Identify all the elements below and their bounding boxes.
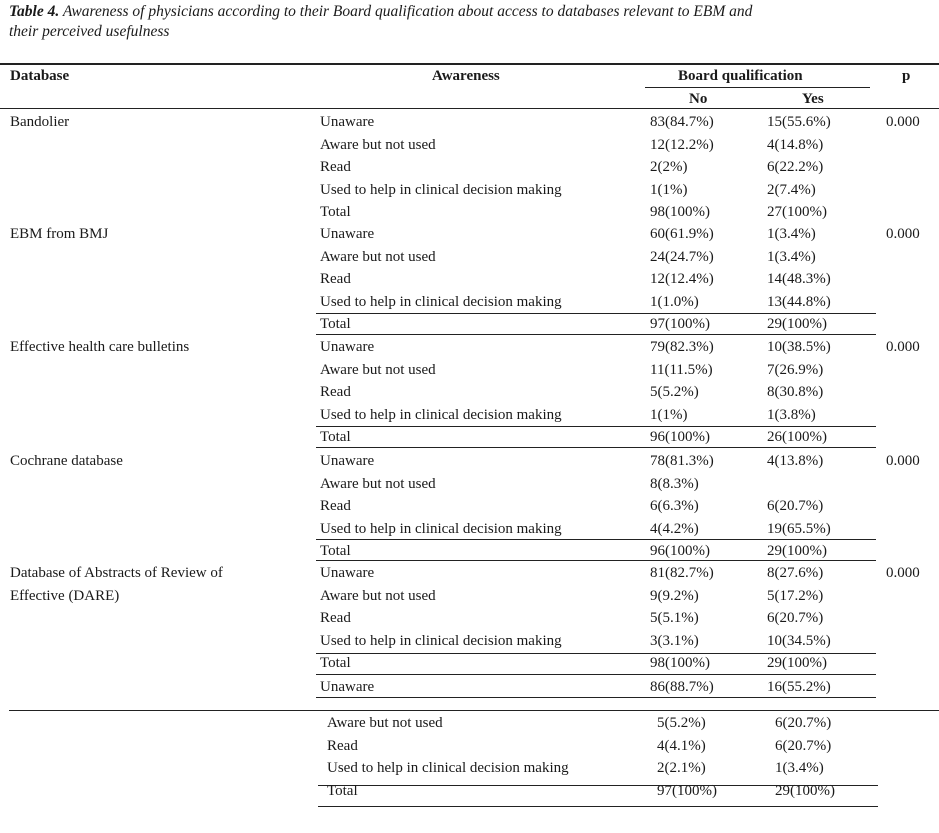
count-no: 2(2.1%) bbox=[657, 760, 706, 777]
count-no: 11(11.5%) bbox=[650, 361, 713, 378]
count-no: 86(88.7%) bbox=[650, 679, 714, 695]
database-name: Bandolier bbox=[10, 114, 70, 130]
count-no: 60(61.9%) bbox=[650, 226, 714, 242]
awareness-label: Read bbox=[320, 271, 351, 288]
count-no: 97(100%) bbox=[657, 782, 717, 799]
database-name: Cochrane database bbox=[10, 453, 123, 469]
count-no: 6(6.3%) bbox=[650, 498, 699, 515]
awareness-label: Read bbox=[320, 159, 351, 176]
board-qualification-rule bbox=[645, 87, 870, 88]
count-no: 78(81.3%) bbox=[650, 453, 714, 469]
count-no: 96(100%) bbox=[650, 543, 710, 560]
awareness-label: Read bbox=[320, 610, 351, 627]
caption-line-1 bbox=[9, 2, 939, 22]
table-caption bbox=[9, 2, 939, 42]
count-no: 2(2%) bbox=[650, 159, 688, 176]
awareness-label: Unaware bbox=[320, 565, 375, 581]
count-no: 12(12.2%) bbox=[650, 136, 714, 153]
awareness-label: Used to help in clinical decision making bbox=[320, 181, 562, 198]
database-name: Effective health care bulletins bbox=[10, 339, 190, 355]
awareness-label: Unaware bbox=[320, 679, 375, 695]
count-yes: 29(100%) bbox=[767, 543, 827, 560]
count-no: 1(1%) bbox=[650, 181, 688, 198]
p-value: 0.000 bbox=[886, 114, 920, 130]
awareness-label: Used to help in clinical decision making bbox=[320, 293, 562, 310]
awareness-label: Unaware bbox=[320, 339, 375, 355]
count-yes: 4(13.8%) bbox=[767, 453, 824, 469]
count-yes: 19(65.5%) bbox=[767, 520, 831, 537]
rule-last-total-bottom bbox=[318, 806, 878, 807]
count-yes: 26(100%) bbox=[767, 429, 827, 446]
awareness-label: Used to help in clinical decision making bbox=[327, 760, 569, 777]
header-board-qualification: Board qualification bbox=[678, 68, 803, 84]
count-yes: 29(100%) bbox=[775, 782, 835, 799]
rule-extra-unaware-bottom bbox=[316, 697, 876, 698]
count-yes: 6(20.7%) bbox=[775, 737, 832, 754]
count-no: 1(1.0%) bbox=[650, 293, 699, 310]
count-yes: 14(48.3%) bbox=[767, 271, 831, 288]
count-yes: 7(26.9%) bbox=[767, 361, 824, 378]
header-no: No bbox=[689, 91, 708, 107]
database-name: Database of Abstracts of Review of bbox=[10, 565, 223, 581]
awareness-label: Total bbox=[320, 316, 351, 333]
count-yes: 5(17.2%) bbox=[767, 587, 824, 604]
count-yes: 6(22.2%) bbox=[767, 159, 824, 176]
count-yes: 6(20.7%) bbox=[767, 610, 824, 627]
awareness-label: Used to help in clinical decision making bbox=[320, 632, 562, 649]
awareness-label: Aware but not used bbox=[320, 587, 436, 604]
awareness-label: Aware but not used bbox=[327, 715, 443, 731]
awareness-label: Unaware bbox=[320, 453, 375, 469]
count-no: 81(82.7%) bbox=[650, 565, 714, 581]
count-no: 98(100%) bbox=[650, 655, 710, 672]
awareness-label: Read bbox=[320, 384, 351, 401]
count-yes: 1(3.8%) bbox=[767, 406, 816, 423]
caption-line-2: their perceived usefulness bbox=[9, 23, 170, 40]
count-yes: 1(3.4%) bbox=[767, 226, 816, 242]
awareness-label: Aware but not used bbox=[320, 475, 436, 492]
count-yes: 16(55.2%) bbox=[767, 679, 831, 695]
rule-cochrane-total-top bbox=[316, 539, 876, 540]
count-no: 5(5.1%) bbox=[650, 610, 699, 627]
count-no: 79(82.3%) bbox=[650, 339, 714, 355]
count-yes: 15(55.6%) bbox=[767, 114, 831, 130]
table-top-rule bbox=[0, 63, 939, 65]
awareness-label: Total bbox=[327, 782, 358, 799]
caption-label: Table 4. bbox=[9, 3, 60, 20]
count-yes: 4(14.8%) bbox=[767, 136, 824, 153]
header-database: Database bbox=[10, 68, 70, 84]
caption-text-1: Awareness of physicians according to their Board qualification about access to databases relevant to EBM and bbox=[59, 3, 753, 20]
awareness-label: Read bbox=[327, 737, 358, 754]
rule-dare-total-bottom bbox=[316, 674, 876, 675]
count-no: 5(5.2%) bbox=[657, 715, 706, 731]
count-yes: 1(3.4%) bbox=[775, 760, 824, 777]
count-yes: 29(100%) bbox=[767, 316, 827, 333]
count-yes: 6(20.7%) bbox=[775, 715, 832, 731]
header-yes: Yes bbox=[802, 91, 824, 107]
rule-section-separator bbox=[9, 710, 939, 711]
count-no: 8(8.3%) bbox=[650, 475, 699, 492]
p-value: 0.000 bbox=[886, 565, 920, 581]
p-value: 0.000 bbox=[886, 226, 920, 242]
count-no: 83(84.7%) bbox=[650, 114, 714, 130]
p-value: 0.000 bbox=[886, 453, 920, 469]
count-no: 97(100%) bbox=[650, 316, 710, 333]
awareness-label: Total bbox=[320, 655, 351, 672]
count-no: 3(3.1%) bbox=[650, 632, 699, 649]
awareness-label: Total bbox=[320, 204, 351, 221]
awareness-label: Unaware bbox=[320, 226, 375, 242]
awareness-label: Aware but not used bbox=[320, 136, 436, 153]
count-yes: 10(34.5%) bbox=[767, 632, 831, 649]
awareness-label: Total bbox=[320, 543, 351, 560]
count-no: 5(5.2%) bbox=[650, 384, 699, 401]
count-yes: 2(7.4%) bbox=[767, 181, 816, 198]
count-no: 9(9.2%) bbox=[650, 587, 699, 604]
count-yes: 6(20.7%) bbox=[767, 498, 824, 515]
count-yes: 8(30.8%) bbox=[767, 384, 824, 401]
awareness-label: Used to help in clinical decision making bbox=[320, 406, 562, 423]
count-no: 96(100%) bbox=[650, 429, 710, 446]
p-value: 0.000 bbox=[886, 339, 920, 355]
count-yes: 1(3.4%) bbox=[767, 248, 816, 265]
count-yes: 10(38.5%) bbox=[767, 339, 831, 355]
count-no: 24(24.7%) bbox=[650, 248, 714, 265]
count-no: 1(1%) bbox=[650, 406, 688, 423]
count-no: 12(12.4%) bbox=[650, 271, 714, 288]
header-bottom-rule bbox=[0, 108, 939, 109]
awareness-label: Unaware bbox=[320, 114, 375, 130]
awareness-label: Aware but not used bbox=[320, 361, 436, 378]
count-no: 4(4.1%) bbox=[657, 737, 706, 754]
database-name: EBM from BMJ bbox=[10, 226, 109, 242]
count-yes: 29(100%) bbox=[767, 655, 827, 672]
header-awareness: Awareness bbox=[432, 68, 500, 84]
database-name: Effective (DARE) bbox=[10, 587, 120, 604]
count-no: 98(100%) bbox=[650, 204, 710, 221]
header-p: p bbox=[902, 68, 911, 84]
count-yes: 27(100%) bbox=[767, 204, 827, 221]
count-yes: 13(44.8%) bbox=[767, 293, 831, 310]
count-yes: 8(27.6%) bbox=[767, 565, 824, 581]
awareness-label: Total bbox=[320, 429, 351, 446]
awareness-label: Read bbox=[320, 498, 351, 515]
awareness-label: Used to help in clinical decision making bbox=[320, 520, 562, 537]
count-no: 4(4.2%) bbox=[650, 520, 699, 537]
awareness-label: Aware but not used bbox=[320, 248, 436, 265]
